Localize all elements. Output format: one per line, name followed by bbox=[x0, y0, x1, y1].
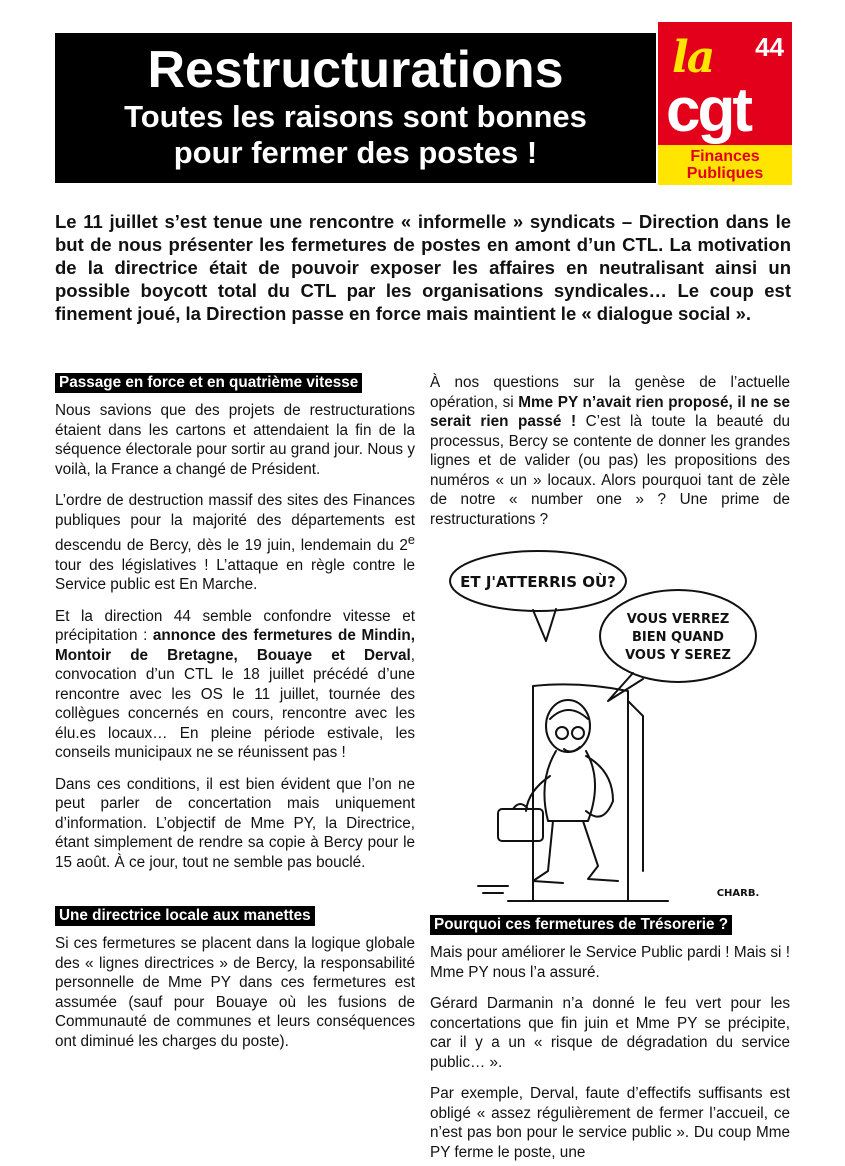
cgt-logo bbox=[658, 22, 792, 185]
left-p2-superscript: e bbox=[407, 532, 415, 547]
right-column bbox=[430, 373, 790, 1166]
section-heading-pourquoi: Pourquoi ces fermetures de Trésorerie ? bbox=[430, 915, 732, 935]
left-paragraph-5: Si ces fermetures se placent dans la logique globale des « lignes directrices » de Bercy, la responsabilité personnelle de Mme PY dans ces fermetures est assumée (sauf pour Bouaye où les fusions de Communauté de communes et leurs conséquences ont diminué les charges du poste). bbox=[55, 935, 415, 1050]
cartoon-bubble-2-line2: BIEN QUAND bbox=[632, 630, 724, 645]
right-paragraph-4: Par exemple, Derval, faute d’effectifs suffisants est obligé « assez régulièrement de fermer l’accueil, ce n’est pas bon pour le service public ». Du coup Mme PY ferme le poste, une bbox=[430, 1085, 790, 1161]
left-column bbox=[55, 373, 415, 1063]
right-paragraph-1 bbox=[430, 373, 790, 529]
left-paragraph-2 bbox=[55, 491, 415, 595]
right-p1-text-a: À nos questions sur la genèse de l’actuelle opération, si bbox=[430, 374, 790, 411]
section-heading-directrice: Une directrice locale aux manettes bbox=[55, 906, 315, 926]
right-p1-bold: Mme PY n’avait rien proposé, il ne se serait rien passé ! bbox=[430, 393, 790, 430]
logo-la: la bbox=[672, 32, 714, 83]
cartoon-illustration bbox=[438, 541, 778, 911]
logo-band-line1: Finances bbox=[690, 148, 760, 165]
page-title: Restructurations bbox=[147, 41, 564, 99]
left-paragraph-3 bbox=[55, 607, 415, 763]
logo-cgt: cgt bbox=[666, 76, 750, 145]
right-paragraph-2: Mais pour améliorer le Service Public pardi ! Mais si ! Mme PY nous l’a assuré. bbox=[430, 944, 790, 981]
logo-band bbox=[658, 145, 792, 185]
page-subtitle-line1: Toutes les raisons sont bonnes bbox=[124, 99, 587, 134]
intro-paragraph: Le 11 juillet s’est tenue une rencontre « informelle » syndicats – Direction dans le but de nous présenter les fermetures de postes en amont d’un CTL. La motivation de la directrice était de pouvoir exposer les affaires en neutralisant ainsi un possible boycott total du CTL par les organisations syndicales… Le coup est finement joué, la Direction passe en force mais maintient le « dialogue social ». bbox=[55, 211, 791, 324]
cartoon-signature: CHARB. bbox=[716, 888, 760, 899]
right-p1-text-b: C’est là toute la beauté du processus, Bercy se contente de donner les grandes lignes et de valider (ou pas) les propositions des numéros « un » locaux. Alors pourquoi tant de zèle de notre « number one » ? Une prime de restructurations ? bbox=[430, 413, 790, 528]
logo-department-number: 44 bbox=[755, 32, 784, 62]
logo-band-line2: Publiques bbox=[686, 165, 764, 182]
left-p3-text-b: , convocation d’un CTL le 18 juillet précédé d’une rencontre avec les OS le 11 juillet, tournée des collègues concernés en cours, rencontre avec les élu.es locaux… En pleine période estivale, les conseils municipaux ne se réunissent pas ! bbox=[55, 646, 415, 762]
left-paragraph-4: Dans ces conditions, il est bien évident que l’on ne peut parler de concertation mais uniquement d’information. L’objectif de Mme PY, la Directrice, étant simplement de rendre sa copie à Bercy pour le 15 août. À ce jour, tout ne semble pas bouclé. bbox=[55, 775, 415, 871]
page-subtitle-line2: pour fermer des postes ! bbox=[173, 135, 538, 170]
cartoon-bubble-2-line3: VOUS Y SEREZ bbox=[625, 648, 731, 663]
left-p3-bold: annonce des fermetures de Mindin, Montoir de Bretagne, Bouaye et Derval bbox=[55, 627, 415, 664]
cartoon-bubble-2-line1: VOUS VERREZ bbox=[626, 612, 730, 627]
header-banner bbox=[55, 33, 656, 183]
left-p2-text-b: tour des législatives ! L’attaque en règle contre le Service public est En Marche. bbox=[55, 556, 415, 594]
cartoon-bubble-1: ET J'ATTERRIS OÙ? bbox=[460, 573, 616, 591]
section-heading-passage-en-force: Passage en force et en quatrième vitesse bbox=[55, 373, 362, 393]
left-p2-text-a: L’ordre de destruction massif des sites des Finances publiques pour la majorité des départements est descendu de Bercy, dès le 19 juin, lendemain du 2 bbox=[55, 492, 415, 555]
left-paragraph-1: Nous savions que des projets de restructurations étaient dans les cartons et attendaient la fin de la séquence électorale pour sortir au grand jour. Nous y voilà, la France a changé de Président. bbox=[55, 402, 415, 478]
right-paragraph-3: Gérard Darmanin n’a donné le feu vert pour les concertations que fin juin et Mme PY se précipite, car il y a un « risque de dégradation du service public… ». bbox=[430, 995, 790, 1071]
left-p3-text-a: Et la direction 44 semble confondre vitesse et précipitation : bbox=[55, 607, 415, 645]
